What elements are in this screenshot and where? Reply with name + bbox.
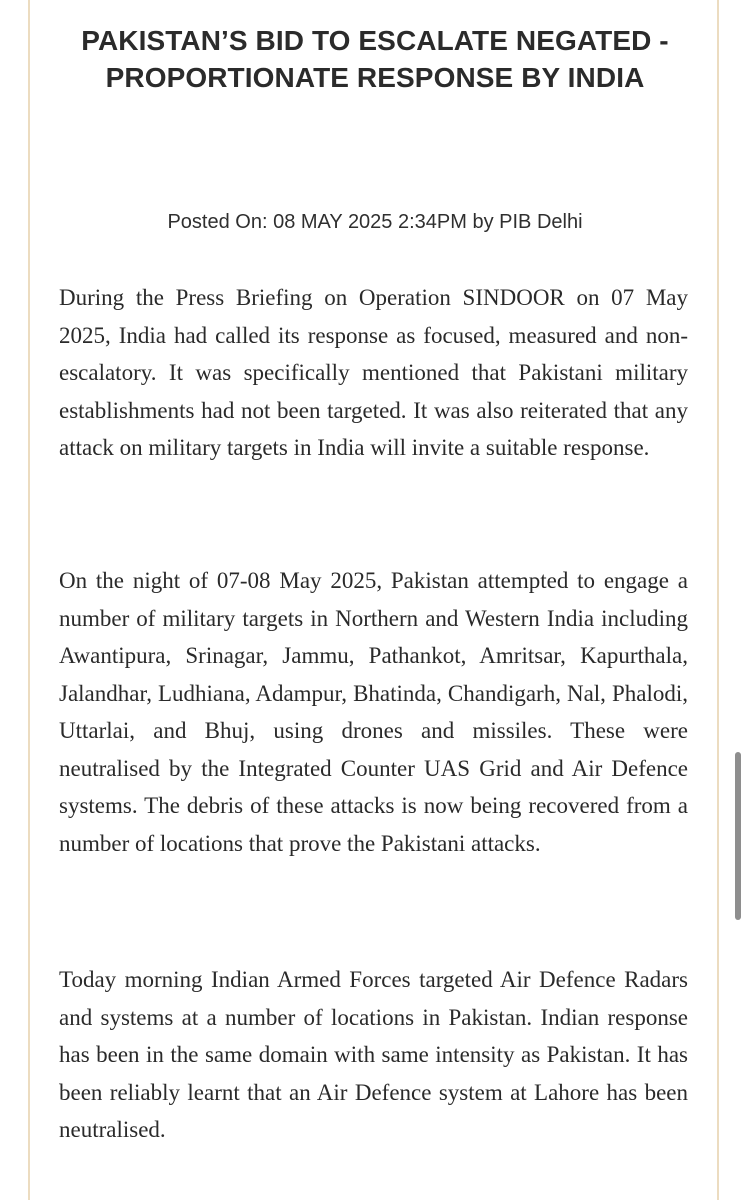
article-title: PAKISTAN’S BID TO ESCALATE NEGATED - PROPORTIONATE RESPONSE BY INDIA (81, 25, 669, 93)
article-paragraph-1: During the Press Briefing on Operation SINDOOR on 07 May 2025, India had called its response as focused, measured and non-escalatory. It was specifically mentioned that Pakistani military establishments had not been targeted. It was also reiterated that any attack on military targets in India will invite a suitable response. (59, 285, 688, 460)
right-border-rule (717, 0, 719, 1200)
article-paragraph-2: On the night of 07-08 May 2025, Pakistan attempted to engage a number of military targets in Northern and Western India including Awantipura, Srinagar, Jammu, Pathankot, Amritsar, Kapurthala, Jalandhar, Ludhiana, Adampur, Bhatinda, Chandigarh, Nal, Phalodi, Uttarlai, and Bhuj, using drones and missiles. These were neutralised by the Integrated Counter UAS Grid and Air Defence systems. The debris of these attacks is now being recovered from a number of locations that prove the Pakistani attacks. (59, 568, 688, 856)
vertical-scrollbar-thumb[interactable] (735, 752, 741, 920)
left-border-rule (28, 0, 30, 1200)
posted-on-line: Posted On: 08 MAY 2025 2:34PM by PIB Delhi (167, 211, 583, 233)
article-paragraph-3: Today morning Indian Armed Forces targeted Air Defence Radars and systems at a number of locations in Pakistan. Indian response has been in the same domain with same intensity as Pakistan. It has been reliably learnt that an Air Defence system at Lahore has been neutralised. (59, 967, 688, 1142)
